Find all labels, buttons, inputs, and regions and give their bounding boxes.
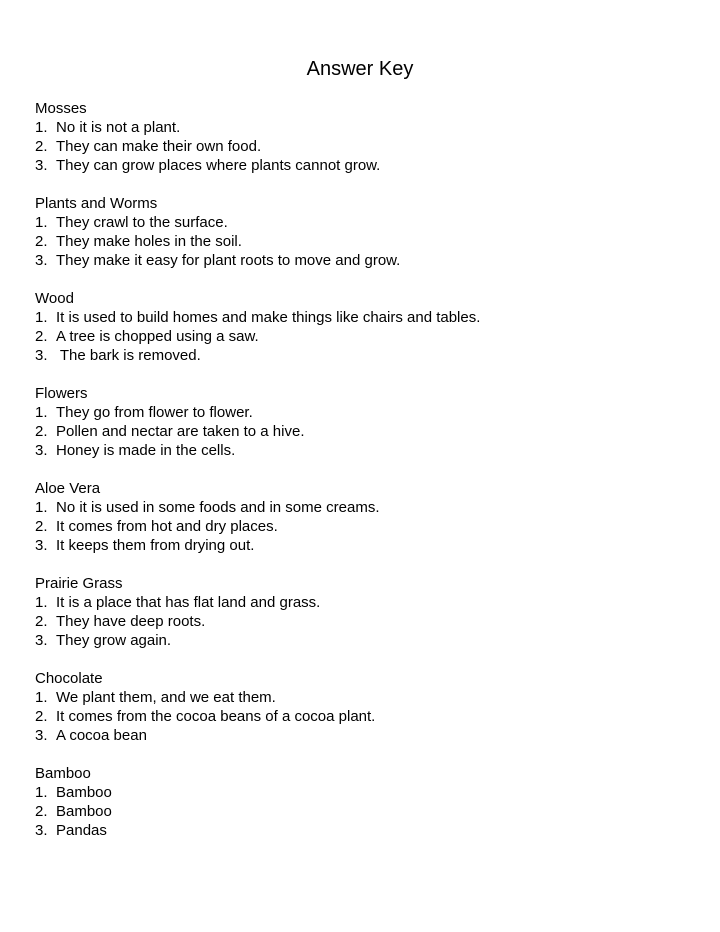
item-number: 3. [35, 347, 48, 364]
item-number: 1. [35, 594, 48, 611]
item-number: 1. [35, 499, 48, 516]
item-number: 3. [35, 632, 48, 649]
item-text: Pandas [56, 822, 107, 839]
item-text: It comes from hot and dry places. [56, 518, 278, 535]
answer-item [35, 137, 695, 156]
item-text: It is a place that has flat land and grass. [56, 594, 321, 611]
section-bamboo [35, 764, 695, 840]
answer-item [35, 213, 695, 232]
item-text: Bamboo [56, 784, 112, 801]
item-text: It keeps them from drying out. [56, 537, 255, 554]
answer-item [35, 308, 695, 327]
section-chocolate [35, 669, 695, 745]
item-number: 1. [35, 214, 48, 231]
item-number: 2. [35, 518, 48, 535]
answer-item [35, 118, 695, 137]
section-flowers [35, 384, 695, 460]
section-heading: Prairie Grass [35, 575, 123, 592]
section-heading: Flowers [35, 385, 88, 402]
item-text: They have deep roots. [56, 613, 206, 630]
answer-item [35, 422, 695, 441]
item-text: It is used to build homes and make things like chairs and tables. [56, 309, 481, 326]
item-text: A cocoa bean [56, 727, 147, 744]
answer-item [35, 536, 695, 555]
item-number: 2. [35, 138, 48, 155]
section-heading: Bamboo [35, 765, 91, 782]
answer-item [35, 403, 695, 422]
item-text: They make holes in the soil. [56, 233, 242, 250]
item-text: They grow again. [56, 632, 172, 649]
item-text: The bark is removed. [56, 347, 201, 364]
section-wood [35, 289, 695, 365]
answer-item [35, 517, 695, 536]
answer-item [35, 346, 695, 365]
item-number: 2. [35, 803, 48, 820]
section-heading: Chocolate [35, 670, 103, 687]
section-mosses [35, 99, 695, 175]
item-number: 3. [35, 822, 48, 839]
item-number: 3. [35, 727, 48, 744]
answer-item [35, 593, 695, 612]
section-heading: Aloe Vera [35, 480, 101, 497]
item-number: 2. [35, 613, 48, 630]
item-text: No it is used in some foods and in some creams. [56, 499, 380, 516]
item-text: We plant them, and we eat them. [56, 689, 276, 706]
item-number: 1. [35, 784, 48, 801]
answer-item [35, 327, 695, 346]
item-number: 3. [35, 537, 48, 554]
section-aloe-vera [35, 479, 695, 555]
item-number: 3. [35, 442, 48, 459]
item-text: They go from flower to flower. [56, 404, 253, 421]
item-number: 2. [35, 423, 48, 440]
answer-item [35, 156, 695, 175]
item-text: A tree is chopped using a saw. [56, 328, 259, 345]
item-text: It comes from the cocoa beans of a cocoa plant. [56, 708, 376, 725]
item-number: 2. [35, 708, 48, 725]
item-number: 2. [35, 233, 48, 250]
item-number: 2. [35, 328, 48, 345]
answer-item [35, 612, 695, 631]
answer-item [35, 783, 695, 802]
answer-item [35, 688, 695, 707]
item-number: 1. [35, 309, 48, 326]
item-text: They make it easy for plant roots to move and grow. [56, 252, 401, 269]
page-title: Answer Key [306, 58, 414, 80]
section-heading: Mosses [35, 100, 87, 117]
answer-sections [35, 99, 695, 859]
item-text: They can make their own food. [56, 138, 262, 155]
item-text: Pollen and nectar are taken to a hive. [56, 423, 305, 440]
section-heading: Plants and Worms [35, 195, 158, 212]
item-number: 1. [35, 689, 48, 706]
section-heading: Wood [35, 290, 74, 307]
answer-item [35, 821, 695, 840]
item-text: They can grow places where plants cannot grow. [56, 157, 381, 174]
item-number: 3. [35, 157, 48, 174]
answer-item [35, 726, 695, 745]
item-number: 3. [35, 252, 48, 269]
answer-item [35, 631, 695, 650]
answer-item [35, 802, 695, 821]
answer-item [35, 441, 695, 460]
item-text: They crawl to the surface. [56, 214, 228, 231]
section-plants-and-worms [35, 194, 695, 270]
item-number: 1. [35, 119, 48, 136]
section-prairie-grass [35, 574, 695, 650]
answer-item [35, 498, 695, 517]
item-number: 1. [35, 404, 48, 421]
item-text: Bamboo [56, 803, 112, 820]
answer-item [35, 232, 695, 251]
item-text: No it is not a plant. [56, 119, 181, 136]
item-text: Honey is made in the cells. [56, 442, 236, 459]
answer-item [35, 707, 695, 726]
answer-item [35, 251, 695, 270]
